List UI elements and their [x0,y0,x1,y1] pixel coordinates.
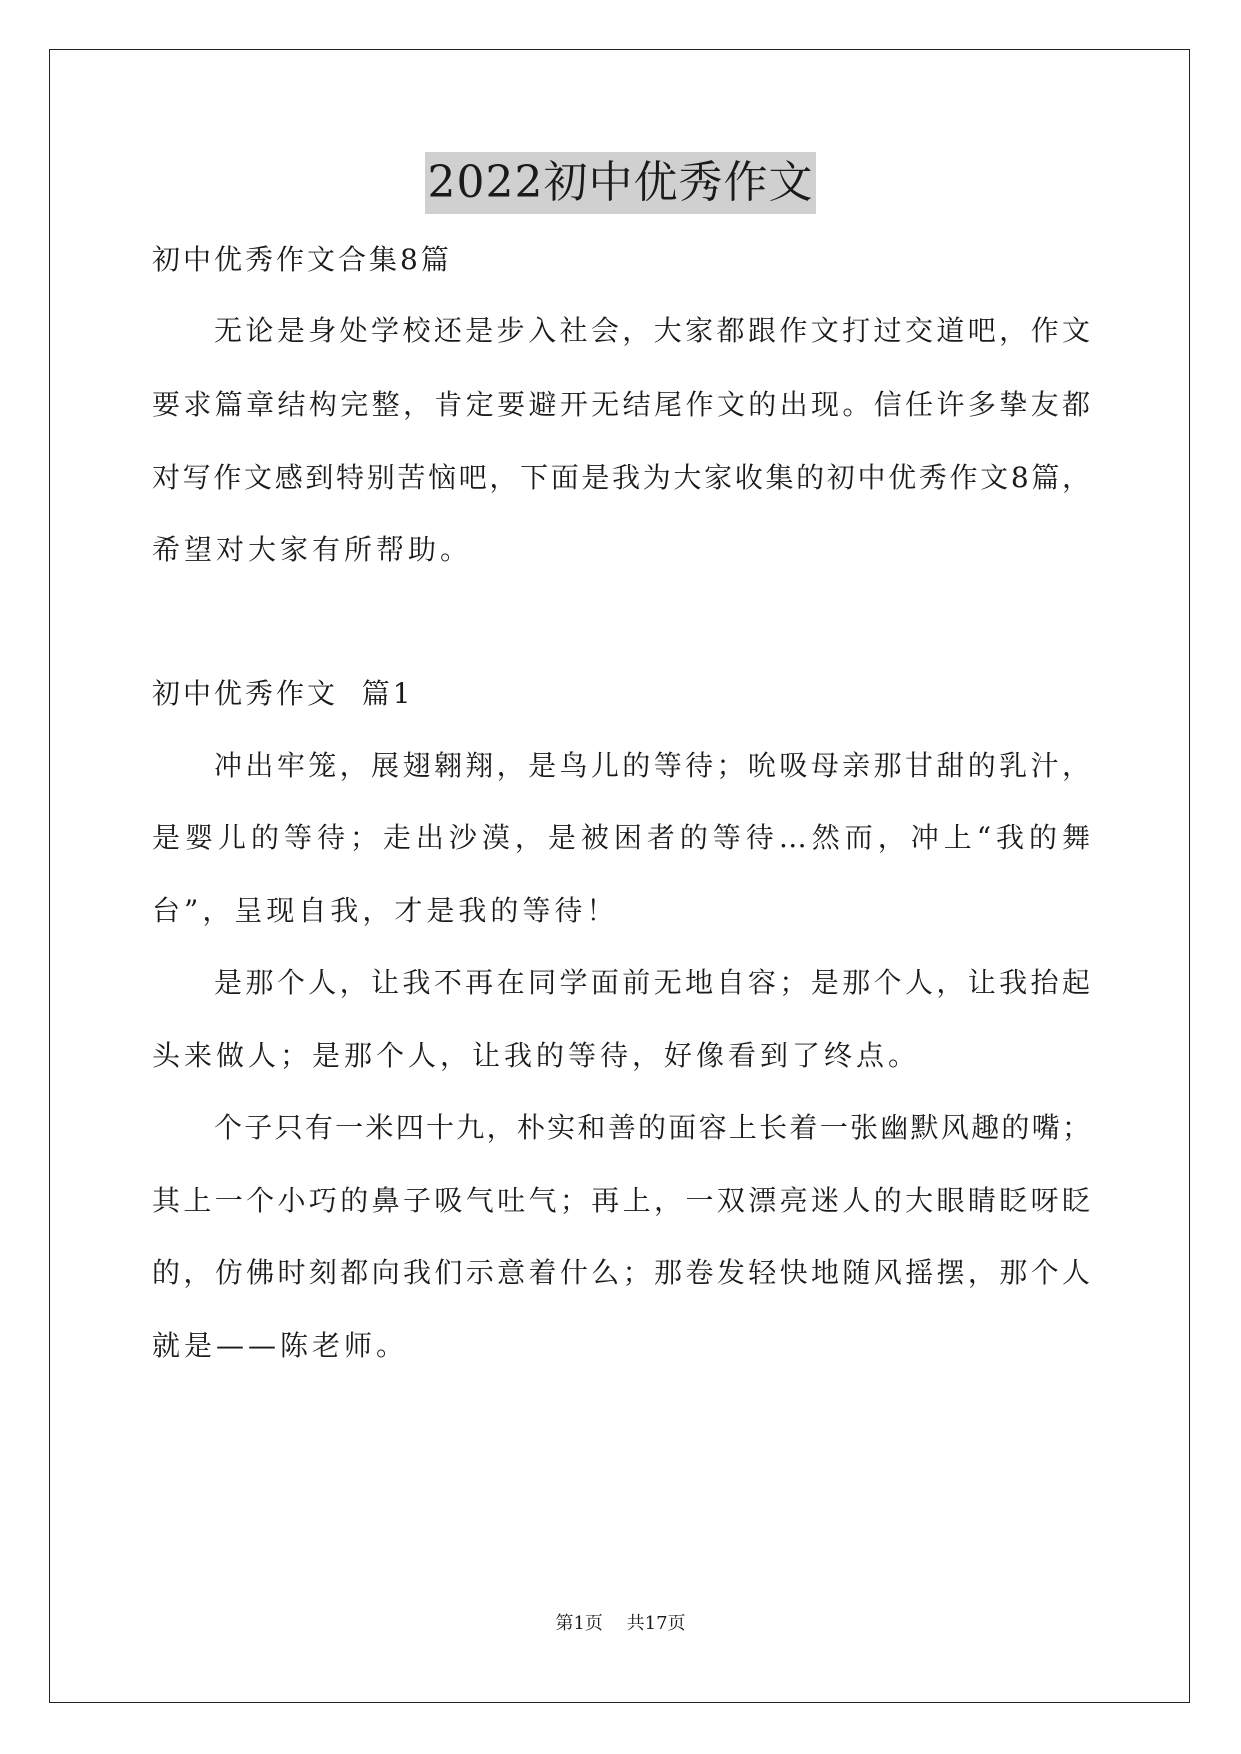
paragraph-line: 头来做人；是那个人，让我的等待，好像看到了终点。 [152,1039,921,1072]
paragraph-line: 就是——陈老师。 [152,1329,409,1362]
page-border [49,49,1190,1703]
paragraph-line: 的，仿佛时刻都向我们示意着什么；那卷发轻快地随风摇摆，那个人 [152,1256,1090,1289]
intro-line: 要求篇章结构完整，肯定要避开无结尾作文的出现。信任许多挚友都 [152,388,1090,421]
section-heading: 初中优秀作文 篇1 [152,677,414,710]
paragraph-line: 个子只有一米四十九，朴实和善的面容上长着一张幽默风趣的嘴； [214,1111,1090,1144]
title-container [0,152,1241,214]
paragraph-line: 台”，呈现自我，才是我的等待！ [152,894,619,927]
document-title: 2022初中优秀作文 [425,152,817,214]
paragraph-line: 是那个人，让我不再在同学面前无地自容；是那个人，让我抬起 [214,966,1090,999]
intro-line: 对写作文感到特别苦恼吧，下面是我为大家收集的初中优秀作文8篇， [152,461,1090,494]
paragraph-line: 其上一个小巧的鼻子吸气吐气；再上，一双漂亮迷人的大眼睛眨呀眨 [152,1184,1090,1217]
subtitle: 初中优秀作文合集8篇 [152,243,452,276]
intro-line: 无论是身处学校还是步入社会，大家都跟作文打过交道吧，作文 [214,314,1090,347]
paragraph-line: 是婴儿的等待；走出沙漠，是被困者的等待…然而，冲上“我的舞 [152,821,1090,854]
page-footer: 第1页 共17页 [555,1613,686,1634]
paragraph-line: 冲出牢笼，展翅翱翔，是鸟儿的等待；吮吸母亲那甘甜的乳汁， [214,749,1090,782]
intro-line: 希望对大家有所帮助。 [152,533,473,566]
